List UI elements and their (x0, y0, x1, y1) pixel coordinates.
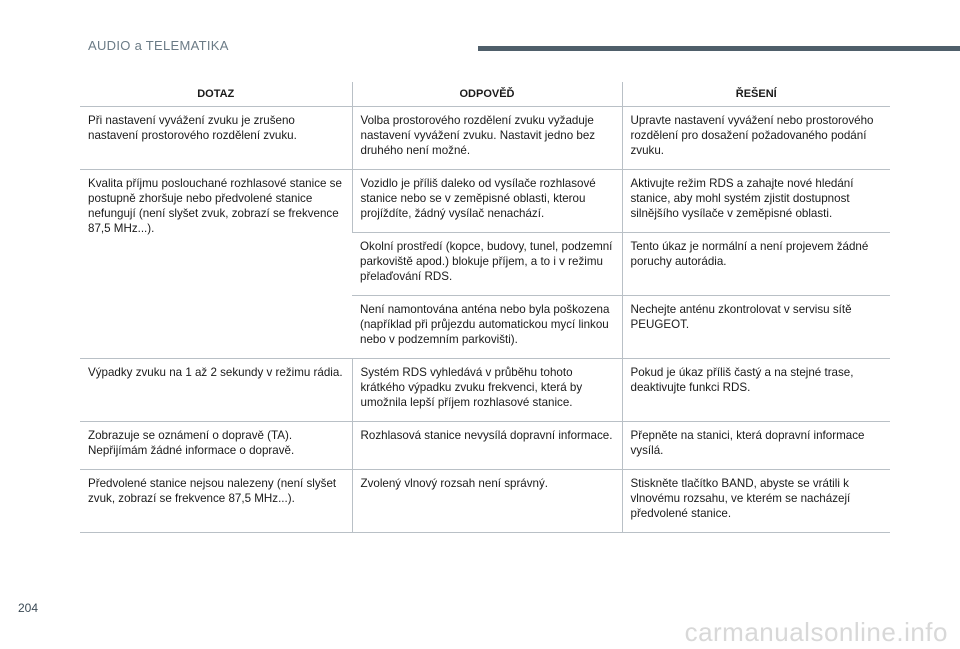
question-cell: Výpadky zvuku na 1 až 2 sekundy v režimu rádia. (80, 359, 352, 422)
faq-table (80, 82, 890, 533)
question-cell: Předvolené stanice nejsou nalezeny (není slyšet zvuk, zobrazí se frekvence 87,5 MHz...). (80, 470, 352, 533)
question-cell: Kvalita příjmu poslouchané rozhlasové stanice se postupně zhoršuje nebo předvolené stanice nefungují (není slyšet zvuk, zobrazí se frekvence 87,5 MHz...). (80, 170, 352, 359)
question-cell: Zobrazuje se oznámení o dopravě (TA). Nepřijímám žádné informace o dopravě. (80, 422, 352, 470)
solution-cell: Stiskněte tlačítko BAND, abyste se vrátili k vlnovému rozsahu, ve kterém se nacházejí předvolené stanice. (622, 470, 890, 533)
column-header-solution: ŘEŠENÍ (622, 82, 890, 107)
answer-cell: Rozhlasová stanice nevysílá dopravní informace. (352, 422, 622, 470)
column-header-answer: ODPOVĚĎ (352, 82, 622, 107)
answer-cell: Vozidlo je příliš daleko od vysílače rozhlasové stanice nebo se v zeměpisné oblasti, kterou projíždíte, žádný vysílač nenachází. (352, 170, 622, 233)
answer-cell: Systém RDS vyhledává v průběhu tohoto krátkého výpadku zvuku frekvenci, která by umožnila lepší příjem rozhlasové stanice. (352, 359, 622, 422)
table-row (80, 422, 890, 470)
table-row (80, 470, 890, 533)
table-header-row (80, 82, 890, 107)
solution-cell: Aktivujte režim RDS a zahajte nové hledání stanice, aby mohl systém zjistit dostupnost silnějšího vysílače v zeměpisné oblasti. (622, 170, 890, 233)
solution-cell: Upravte nastavení vyvážení nebo prostorového rozdělení pro dosažení požadovaného podání zvuku. (622, 107, 890, 170)
solution-cell: Pokud je úkaz příliš častý a na stejné trase, deaktivujte funkci RDS. (622, 359, 890, 422)
answer-cell: Volba prostorového rozdělení zvuku vyžaduje nastavení vyvážení zvuku. Nastavit jedno bez druhého není možné. (352, 107, 622, 170)
section-title: AUDIO a TELEMATIKA (88, 38, 229, 53)
solution-cell: Přepněte na stanici, která dopravní informace vysílá. (622, 422, 890, 470)
answer-cell: Okolní prostředí (kopce, budovy, tunel, podzemní parkoviště apod.) blokuje příjem, a to i v režimu přelaďování RDS. (352, 233, 622, 296)
page-number: 204 (18, 601, 39, 615)
column-header-question: DOTAZ (80, 82, 352, 107)
table-row (80, 107, 890, 170)
solution-cell: Tento úkaz je normální a není projevem žádné poruchy autorádia. (622, 233, 890, 296)
question-cell: Při nastavení vyvážení zvuku je zrušeno nastavení prostorového rozdělení zvuku. (80, 107, 352, 170)
table-row (80, 359, 890, 422)
table-row (80, 170, 890, 233)
solution-cell: Nechejte anténu zkontrolovat v servisu sítě PEUGEOT. (622, 296, 890, 359)
answer-cell: Zvolený vlnový rozsah není správný. (352, 470, 622, 533)
header-bar (478, 46, 960, 51)
answer-cell: Není namontována anténa nebo byla poškozena (například při průjezdu automatickou mycí linkou nebo v podzemním parkovišti). (352, 296, 622, 359)
watermark: carmanualsonline.info (684, 617, 948, 647)
